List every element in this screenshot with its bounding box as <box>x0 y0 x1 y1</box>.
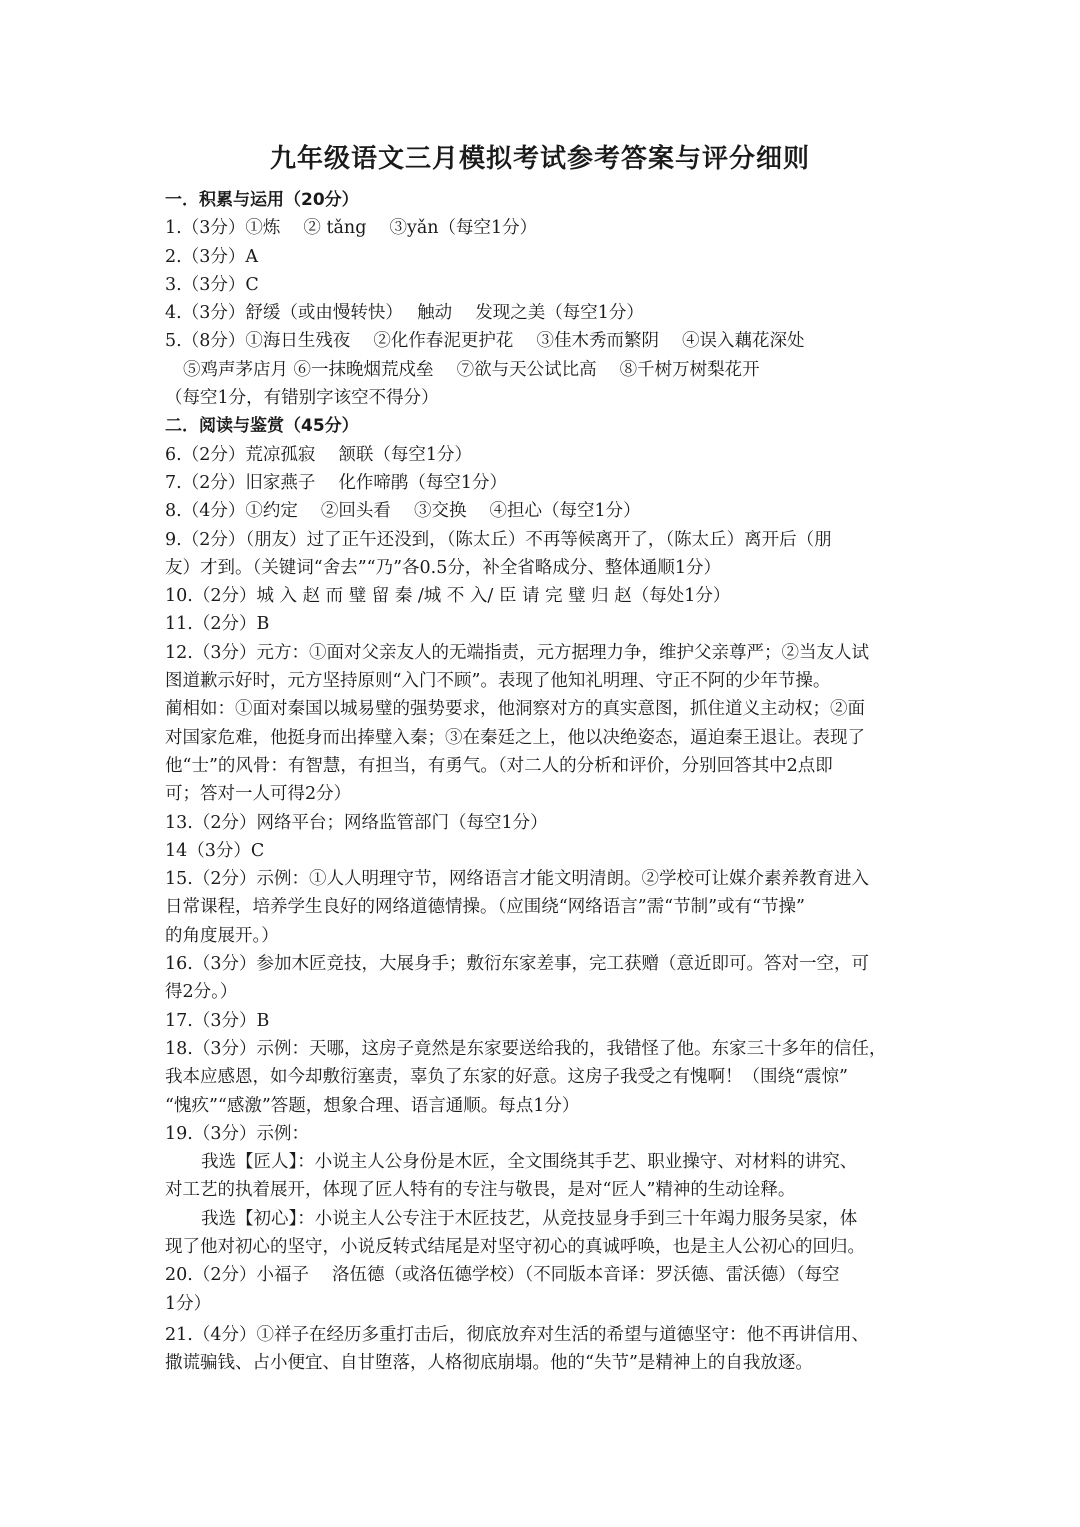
answer-line-11: 11.（2分）B <box>165 614 270 635</box>
answer-line-12-cont-3: 对国家危难，他挺身而出捧璧入秦；③在秦廷之上，他以决绝姿态，逼迫秦王退让。表现了 <box>165 727 865 748</box>
page-title: 九年级语文三月模拟考试参考答案与评分细则 <box>269 144 810 174</box>
section-heading-accumulation: 一．积累与运用（20分） <box>165 190 359 210</box>
answer-line-19-original-heart: 我选【初心】：小说主人公专注于木匠技艺，从竞技显身手到三十年竭力服务吴家，体 <box>201 1208 858 1229</box>
answer-line-18-cont-2: “愧疚”“感激”答题，想象合理、语言通顺。每点1分） <box>165 1095 580 1116</box>
answer-line-19-craftsman: 我选【匠人】：小说主人公身份是木匠，全文围绕其手艺、职业操守、对材料的讲究、 <box>201 1152 858 1173</box>
answer-line-1: 1.（3分）①炼 ② tǎng ③yǎn（每空1分） <box>165 218 538 239</box>
answer-line-18-cont-1: 我本应感恩，如今却敷衍塞责，辜负了东家的好意。这房子我受之有愧啊！（围绕“震惊” <box>165 1067 848 1088</box>
answer-line-6: 6.（2分）荒凉孤寂 颔联（每空1分） <box>165 444 473 465</box>
answer-line-15: 15.（2分）示例：①人人明理守节，网络语言才能文明清朗。②学校可让媒介素养教育进入 <box>165 869 869 890</box>
answer-line-16-cont: 得2分。） <box>165 982 238 1003</box>
answer-line-2: 2.（3分）A <box>165 246 258 267</box>
section-heading-reading: 二．阅读与鉴赏（45分） <box>165 416 359 437</box>
answer-line-12-cont-4: 他“士”的风骨：有智慧，有担当，有勇气。（对二人的分析和评价，分别回答其中2点即 <box>165 755 833 776</box>
answer-line-4: 4.（3分）舒缓（或由慢转快） 触动 发现之美（每空1分） <box>165 303 644 324</box>
answer-line-7: 7.（2分）旧家燕子 化作啼鹃（每空1分） <box>165 472 508 493</box>
answer-line-15-cont-2: 的角度展开。） <box>165 925 279 946</box>
answer-line-5: 5.（8分）①海日生残夜 ②化作春泥更护花 ③佳木秀而繁阴 ④误入藕花深处 <box>165 331 805 352</box>
answer-line-15-cont-1: 日常课程，培养学生良好的网络道德情操。（应围绕“网络语言”需“节制”或有“节操” <box>165 897 805 918</box>
answer-line-17: 17.（3分）B <box>165 1010 270 1031</box>
answer-line-20-cont: 1分） <box>165 1293 212 1314</box>
answer-line-12-cont-2: 蔺相如：①面对秦国以城易璧的强势要求，他洞察对方的真实意图，抓住道义主动权；②面 <box>165 699 865 720</box>
answer-line-18: 18.（3分）示例：天哪，这房子竟然是东家要送给我的，我错怪了他。东家三十多年的信任， <box>165 1038 887 1059</box>
answer-line-9-cont: 友）才到。（关键词“舍去”“乃”各0.5分，补全省略成分、整体通顺1分） <box>165 557 721 578</box>
answer-content <box>165 186 917 1377</box>
answer-line-16: 16.（3分）参加木匠竞技，大展身手；敷衍东家差事，完工获赠（意近即可。答对一空，可 <box>165 954 869 975</box>
answer-line-19-craftsman-cont: 对工艺的执着展开，体现了匠人特有的专注与敬畏，是对“匠人”精神的生动诠释。 <box>165 1180 796 1201</box>
answer-line-19: 19.（3分）示例： <box>165 1123 309 1144</box>
answer-line-21-cont: 撒谎骗钱、占小便宜、自甘堕落，人格彻底崩塌。他的“失节”是精神上的自我放逐。 <box>165 1353 813 1374</box>
answer-line-9: 9.（2分）（朋友）过了正午还没到，（陈太丘）不再等候离开了，（陈太丘）离开后（朋 <box>165 529 832 550</box>
answer-line-12-cont-5: 可；答对一人可得2分） <box>165 784 352 805</box>
answer-line-5-note: （每空1分，有错别字该空不得分） <box>165 388 439 409</box>
answer-line-8: 8.（4分）①约定 ②回头看 ③交换 ④担心（每空1分） <box>165 501 641 522</box>
answer-line-10: 10.（2分）城 入 赵 而 璧 留 秦 /城 不 入/ 臣 请 完 璧 归 赵（每处1分） <box>165 586 731 607</box>
answer-line-20: 20.（2分）小福子 洛伍德（或洛伍德学校）（不同版本音译：罗沃德、雷沃德）（每空 <box>165 1265 840 1286</box>
answer-line-14: 14（3分）C <box>165 840 265 861</box>
answer-line-12-cont-1: 图道歉示好时，元方坚持原则“入门不顾”。表现了他知礼明理、守正不阿的少年节操。 <box>165 671 831 692</box>
answer-line-12: 12.（3分）元方：①面对父亲友人的无端指责，元方据理力争，维护父亲尊严；②当友人试 <box>165 642 869 663</box>
answer-line-13: 13.（2分）网络平台；网络监管部门（每空1分） <box>165 812 548 833</box>
answer-line-21: 21.（4分）①祥子在经历多重打击后，彻底放弃对生活的希望与道德坚守：他不再讲信用、 <box>165 1324 869 1345</box>
answer-line-3: 3.（3分）C <box>165 274 259 295</box>
answer-line-19-original-heart-cont: 现了他对初心的坚守，小说反转式结尾是对坚守初心的真诚呼唤，也是主人公初心的回归。 <box>165 1236 865 1257</box>
answer-line-5-cont: ⑤鸡声茅店月 ⑥一抹晚烟荒戍垒 ⑦欲与天公试比高 ⑧千树万树梨花开 <box>183 359 760 380</box>
